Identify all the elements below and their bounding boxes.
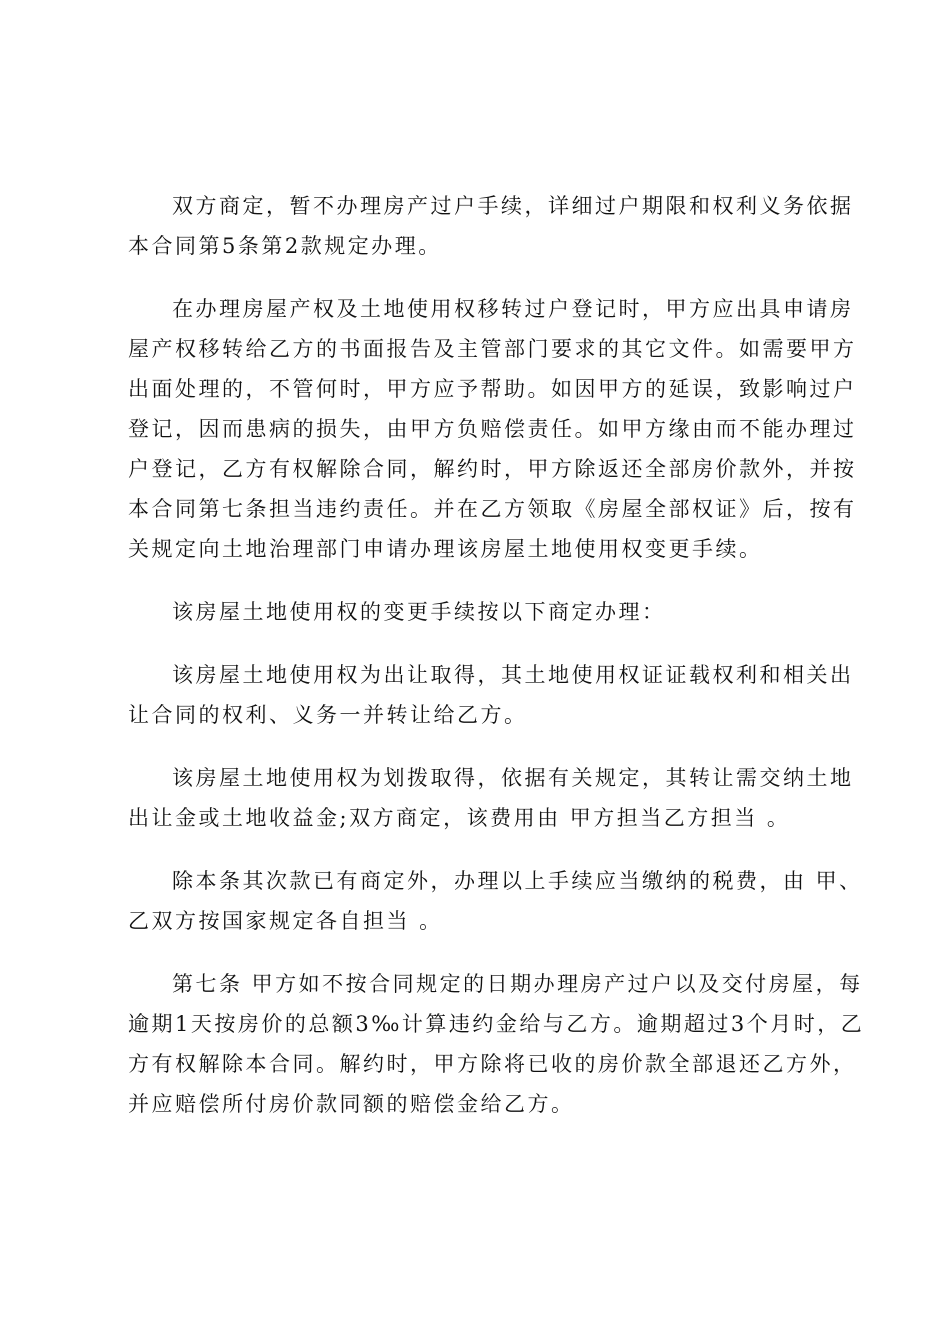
document-body [128, 186, 865, 1147]
paragraph-line: 出让金或土地收益金;双方商定，该费用由 甲方担当乙方担当 。 [128, 806, 791, 830]
paragraph-4 [128, 655, 854, 735]
paragraph-5 [128, 758, 854, 838]
paragraph-6 [128, 861, 863, 941]
paragraph-3 [128, 592, 834, 632]
paragraph-line: 户登记，乙方有权解除合同，解约时，甲方除返还全部房价款外，并按 [128, 457, 857, 481]
paragraph-line: 在办理房屋产权及土地使用权移转过户登记时，甲方应出具申请房 [172, 297, 854, 321]
paragraph-line: 双方商定，暂不办理房产过户手续，详细过户期限和权利义务依据 [172, 194, 854, 218]
paragraph-line: 出面处理的，不管何时，甲方应予帮助。如因甲方的延误，致影响过户 [128, 377, 857, 401]
paragraph-line: 本合同第七条担当违约责任。并在乙方领取《房屋全部权证》后，按有 [128, 497, 857, 521]
paragraph-line: 第七条 甲方如不按合同规定的日期办理房产过户以及交付房屋，每 [172, 972, 863, 996]
paragraph-line: 让合同的权利、义务一并转让给乙方。 [128, 703, 528, 727]
paragraph-line: 乙双方按国家规定各自担当 。 [128, 909, 443, 933]
paragraph-line: 该房屋土地使用权的变更手续按以下商定办理： [172, 600, 666, 624]
paragraph-line: 该房屋土地使用权为划拨取得，依据有关规定，其转让需交纳土地 [172, 766, 854, 790]
paragraph-line: 登记，因而患病的损失，由甲方负赔偿责任。如甲方缘由而不能办理过 [128, 417, 857, 441]
paragraph-line: 屋产权移转给乙方的书面报告及主管部门要求的其它文件。如需要甲方 [128, 337, 857, 361]
paragraph-line: 除本条其次款已有商定外，办理以上手续应当缴纳的税费，由 甲、 [172, 869, 863, 893]
paragraph-line: 并应赔偿所付房价款同额的赔偿金给乙方。 [128, 1092, 575, 1116]
paragraph-7 [128, 964, 865, 1124]
paragraph-line: 逾期1天按房价的总额3‰计算违约金给与乙方。逾期超过3个月时，乙 [128, 1012, 865, 1036]
paragraph-line: 关规定向土地治理部门申请办理该房屋土地使用权变更手续。 [128, 537, 763, 561]
paragraph-line: 本合同第5条第2款规定办理。 [128, 234, 442, 258]
paragraph-2 [128, 289, 857, 569]
paragraph-line: 方有权解除本合同。解约时，甲方除将已收的房价款全部退还乙方外， [128, 1052, 857, 1076]
paragraph-1 [128, 186, 854, 266]
paragraph-line: 该房屋土地使用权为出让取得，其土地使用权证证载权利和相关出 [172, 663, 854, 687]
